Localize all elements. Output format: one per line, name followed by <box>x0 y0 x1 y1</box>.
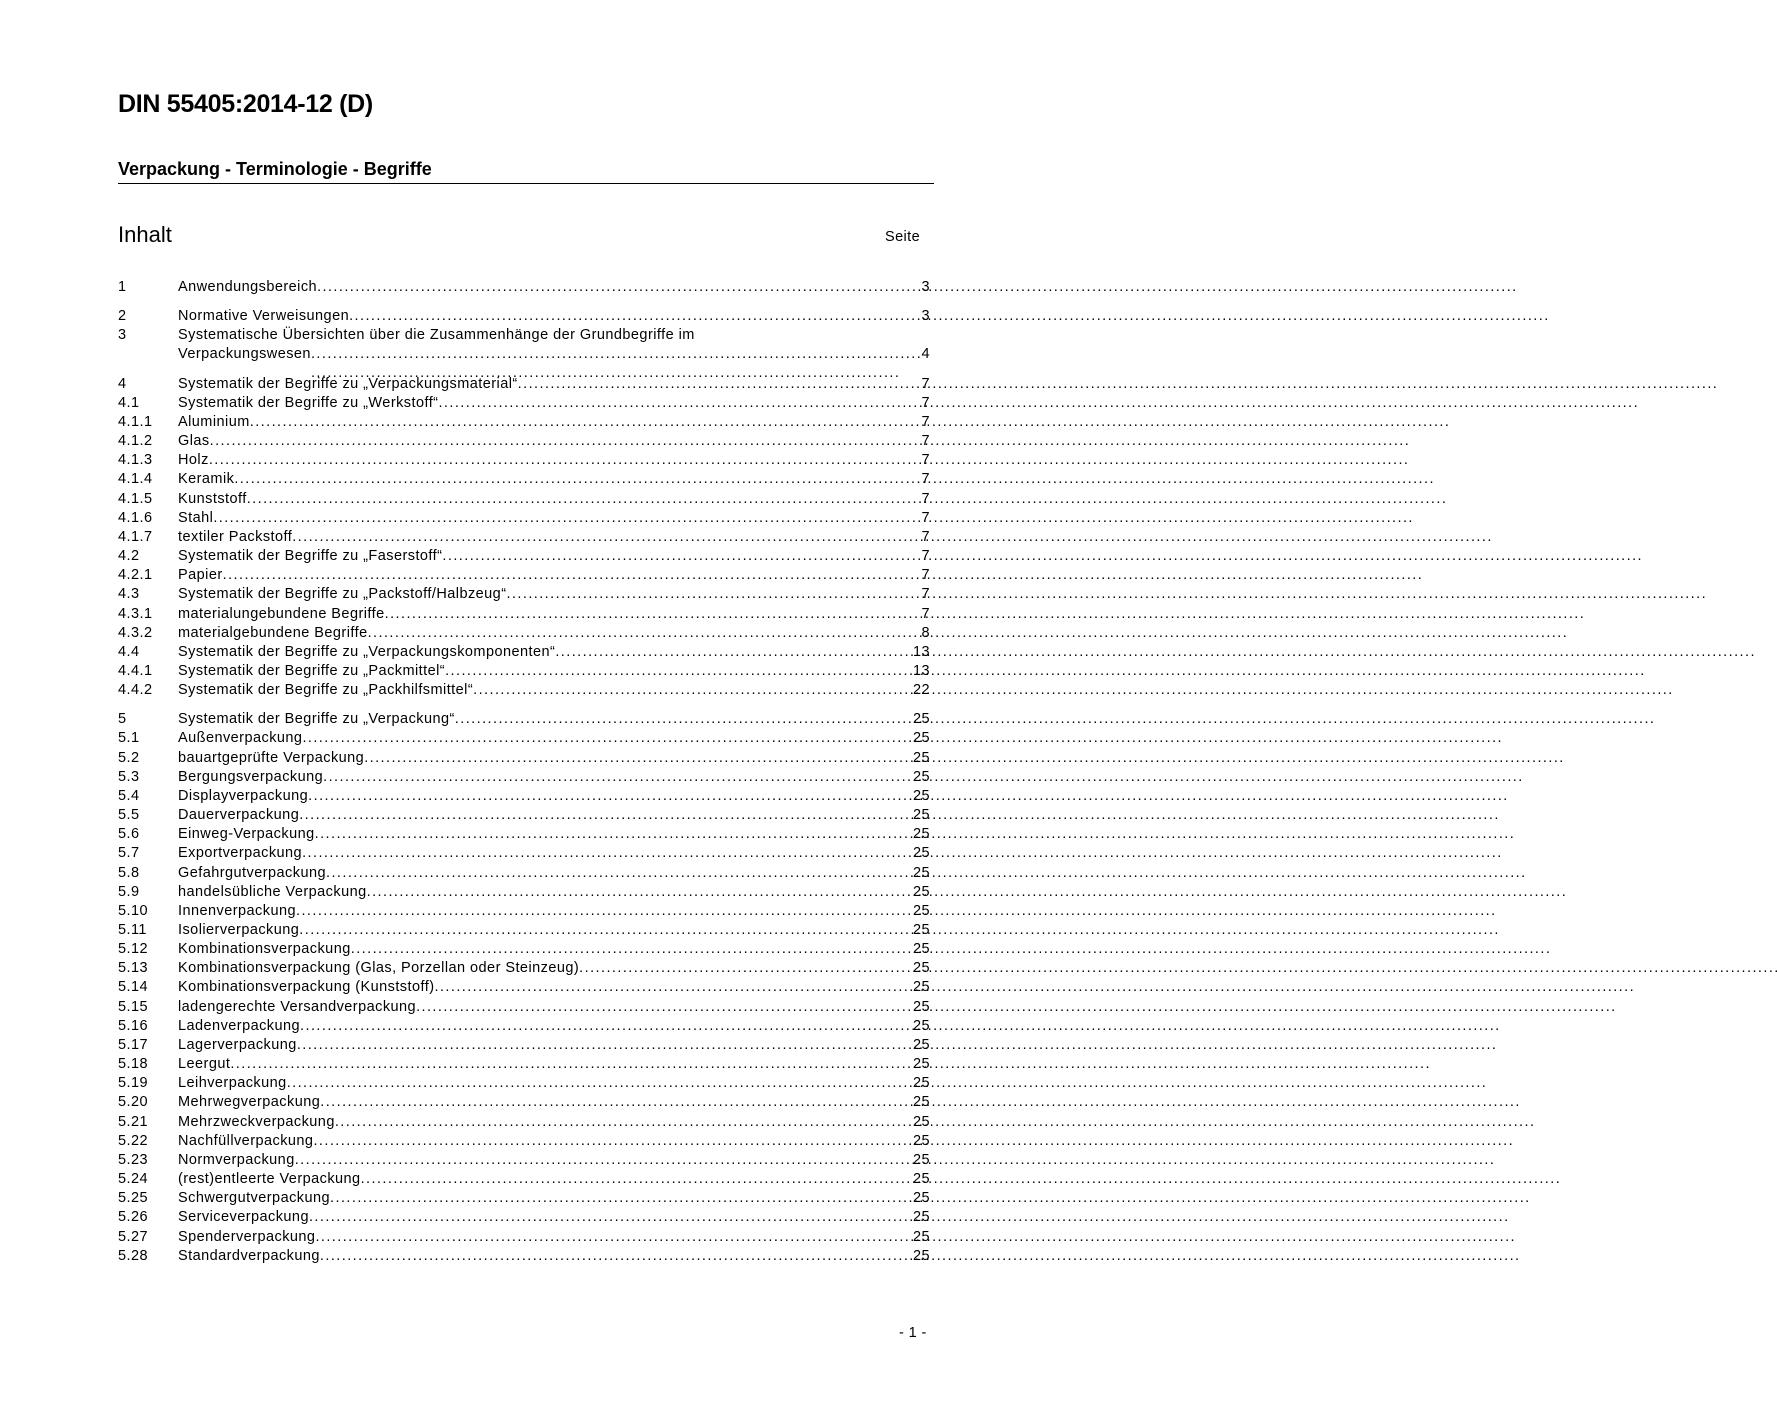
toc-dot-leader <box>302 729 913 748</box>
toc-entry-number: 5.2 <box>118 749 140 766</box>
toc-entry-title: Kombinationsverpackung <box>178 941 351 958</box>
toc-entry-title: Systematische Übersichten über die Zusammenhänge der Grundbegriffe im <box>178 327 695 344</box>
toc-entry[interactable] <box>118 1132 930 1151</box>
toc-entry-title: textiler Packstoff <box>178 528 293 545</box>
toc-entry[interactable] <box>118 998 930 1017</box>
toc-entry-title: Bergungsverpackung <box>178 768 324 785</box>
toc-entry-number: 5.13 <box>118 960 149 977</box>
toc-entry[interactable] <box>118 864 930 883</box>
toc-entry-title: Systematik der Begriffe zu „Packhilfsmittel“ <box>178 682 474 699</box>
toc-entry[interactable] <box>118 662 930 681</box>
toc-entry-number: 4.1.3 <box>118 452 153 469</box>
toc-dot-leader <box>315 825 913 844</box>
toc-entry-number: 4.1.5 <box>118 490 153 507</box>
toc-entry[interactable] <box>118 1074 930 1093</box>
toc-entry-number: 5.5 <box>118 807 140 824</box>
toc-entry[interactable] <box>118 605 930 624</box>
toc-entry-title: Systematik der Begriffe zu „Verpackung“ <box>178 711 455 728</box>
toc-entry-page: 25 <box>912 826 930 843</box>
toc-entry[interactable] <box>118 1247 930 1266</box>
toc-entry[interactable] <box>118 902 930 921</box>
toc-entry-title: materialgebundene Begriffe <box>178 624 368 641</box>
toc-entry-number: 5.7 <box>118 845 140 862</box>
toc-entry-page: 25 <box>912 1036 930 1053</box>
toc-entry[interactable] <box>118 806 930 825</box>
toc-dot-leader <box>473 681 913 700</box>
toc-entry-number: 4.1.4 <box>118 471 153 488</box>
toc-entry-title: Ladenverpackung <box>178 1017 301 1034</box>
toc-entry-number: 4.4 <box>118 643 140 660</box>
toc-entry[interactable] <box>118 921 930 940</box>
toc-entry-title: Keramik <box>178 471 235 488</box>
toc-entry[interactable] <box>118 1151 930 1170</box>
toc-entry-title: Nachfüllverpackung <box>178 1132 314 1149</box>
document-subtitle: Verpackung - Terminologie - Begriffe <box>118 159 432 179</box>
toc-entry-title: Leihverpackung <box>178 1075 287 1092</box>
toc-entry[interactable] <box>118 768 930 787</box>
toc-entry[interactable] <box>118 787 930 806</box>
toc-dot-leader <box>335 1113 913 1132</box>
toc-entry-number: 5 <box>118 711 127 728</box>
toc-entry-title: Schwergutverpackung <box>178 1190 331 1207</box>
toc-entry[interactable] <box>118 1189 930 1208</box>
toc-entry[interactable] <box>118 959 930 978</box>
toc-entry-page: 7 <box>921 471 930 488</box>
toc-entry-number: 5.28 <box>118 1247 149 1264</box>
toc-entry-title: Isolierverpackung <box>178 922 300 938</box>
toc-dot-leader <box>506 585 921 604</box>
toc-entry[interactable] <box>118 729 930 748</box>
toc-entry[interactable] <box>118 825 930 844</box>
toc-entry-title: Innenverpackung <box>178 902 296 919</box>
toc-entry-title: Systematik der Begriffe zu „Verpackungskomponenten“ <box>178 643 556 660</box>
toc-entry-page: 7 <box>921 567 930 584</box>
toc-dot-leader <box>416 998 913 1017</box>
toc-entry-page: 3 <box>921 279 930 295</box>
toc-dot-leader <box>317 278 921 297</box>
toc-entry-number: 4.1.2 <box>118 433 153 450</box>
toc-entry-number: 4.1.7 <box>118 528 153 545</box>
toc-entry-title: Normative Verweisungen <box>178 308 350 325</box>
toc-entry-page: 25 <box>912 1190 930 1207</box>
toc-entry[interactable] <box>118 940 930 959</box>
toc-entry-page: 8 <box>921 624 930 641</box>
toc-entry[interactable] <box>118 1093 930 1112</box>
toc-entry-page: 7 <box>921 413 930 430</box>
toc-entry-page: 13 <box>912 643 930 660</box>
toc-entry-title: Standardverpackung <box>178 1247 320 1264</box>
toc-entry-number: 4.1.1 <box>118 413 153 430</box>
toc-entry-page: 25 <box>912 768 930 785</box>
toc-dot-leader <box>320 1247 913 1266</box>
document-title: DIN 55405:2014-12 (D) <box>118 90 373 118</box>
toc-entry-title: Systematik der Begriffe zu „Packmittel“ <box>178 662 446 679</box>
toc-entry-number: 4.1 <box>118 394 140 411</box>
toc-dot-leader <box>299 921 913 940</box>
toc-entry-title: Normverpackung <box>178 1151 295 1168</box>
toc-entry-title-continued: Verpackungswesen <box>178 346 311 363</box>
toc-entry[interactable] <box>118 278 930 297</box>
toc-entry-page: 25 <box>912 1094 930 1111</box>
toc-dot-leader <box>292 528 921 547</box>
toc-dot-leader <box>300 1017 913 1036</box>
toc-dot-leader <box>210 432 922 451</box>
toc-entry-number: 5.18 <box>118 1056 149 1073</box>
toc-dot-leader <box>287 1074 913 1093</box>
toc-entry-number: 5.21 <box>118 1113 149 1130</box>
page-column-heading: Seite <box>885 229 921 245</box>
toc-entry-page: 25 <box>912 1113 930 1130</box>
toc-entry-title: ladengerechte Versandverpackung <box>178 998 417 1015</box>
toc-entry-page: 7 <box>921 528 930 545</box>
toc-entry-page: 7 <box>921 586 930 603</box>
toc-entry-page: 25 <box>912 1228 930 1245</box>
toc-entry-page: 25 <box>912 1075 930 1092</box>
toc-entry-title: handelsübliche Verpackung <box>178 883 367 900</box>
toc-entry-title: Systematik der Begriffe zu „Werkstoff“ <box>178 394 439 411</box>
toc-entry-number: 5.24 <box>118 1171 149 1188</box>
toc-entry-page: 25 <box>912 941 930 958</box>
toc-dot-leader <box>315 1228 913 1247</box>
toc-entry-number: 5.19 <box>118 1075 149 1092</box>
page-number-footer: - 1 - <box>899 1325 927 1341</box>
toc-entry-number: 5.25 <box>118 1190 149 1207</box>
toc-dot-leader <box>296 902 913 921</box>
toc-entry-number: 5.9 <box>118 883 140 900</box>
toc-entry[interactable] <box>118 1113 930 1132</box>
toc-dot-leader <box>367 883 913 902</box>
toc-dot-leader <box>364 749 913 768</box>
toc-entry-page: 25 <box>912 979 930 996</box>
toc-dot-leader <box>311 345 922 364</box>
toc-dot-leader <box>299 806 913 825</box>
toc-entry[interactable] <box>118 432 930 451</box>
toc-entry[interactable] <box>118 470 930 489</box>
toc-entry-number: 5.16 <box>118 1017 149 1034</box>
toc-entry-title: Mehrzweckverpackung <box>178 1113 335 1130</box>
toc-entry-number: 5.20 <box>118 1094 149 1111</box>
toc-entry-page: 25 <box>912 807 930 824</box>
toc-entry-number: 4.4.2 <box>118 682 153 699</box>
toc-entry-title: materialungebundene Begriffe <box>178 605 385 622</box>
toc-entry-title: Einweg-Verpackung <box>178 826 315 843</box>
toc-entry-title: Kombinationsverpackung (Kunststoff) <box>178 979 435 996</box>
toc-entry-title: Systematik der Begriffe zu „Faserstoff“ <box>178 548 443 565</box>
toc-dot-leader <box>309 1208 913 1227</box>
toc-entry-number: 5.26 <box>118 1209 149 1226</box>
toc-entry-number: 4.3 <box>118 586 140 603</box>
toc-entry[interactable] <box>118 451 930 470</box>
toc-entry-page: 25 <box>912 902 930 919</box>
toc-dot-leader <box>250 413 922 432</box>
toc-entry-number: 3 <box>118 327 127 344</box>
toc-entry-number: 5.12 <box>118 941 149 958</box>
toc-dot-leader <box>455 710 913 729</box>
toc-entry[interactable] <box>118 1228 930 1247</box>
toc-entry-title: Papier <box>178 567 223 584</box>
toc-entry-title: Kunststoff <box>178 490 247 507</box>
toc-entry-page: 25 <box>912 1247 930 1264</box>
toc-entry-page: 7 <box>921 394 930 411</box>
toc-dot-leader <box>555 643 913 662</box>
toc-entry-page: 25 <box>912 1017 930 1034</box>
toc-entry-number: 5.17 <box>118 1036 149 1053</box>
toc-entry-page: 7 <box>921 490 930 507</box>
toc-entry-number: 5.23 <box>118 1151 149 1168</box>
toc-entry-page: 3 <box>921 308 930 325</box>
toc-dot-leader <box>438 394 921 413</box>
toc-entry-number: 4.4.1 <box>118 662 153 679</box>
toc-entry-page: 25 <box>912 922 930 938</box>
toc-entry-page: 25 <box>912 845 930 862</box>
toc-entry[interactable] <box>118 681 930 700</box>
toc-entry[interactable] <box>118 643 930 662</box>
toc-entry-title: Leergut <box>178 1056 231 1073</box>
title-divider <box>118 183 934 184</box>
toc-entry-number: 5.4 <box>118 787 140 804</box>
toc-entry-number: 5.3 <box>118 768 140 785</box>
toc-entry-page: 25 <box>912 1209 930 1226</box>
toc-entry[interactable] <box>118 1170 930 1189</box>
toc-dot-leader <box>326 864 913 883</box>
toc-entry-page: 7 <box>921 433 930 450</box>
toc-entry-page: 7 <box>921 605 930 622</box>
toc-entry-page: 7 <box>921 548 930 565</box>
toc-dot-leader <box>330 1189 913 1208</box>
toc-dot-leader <box>302 844 913 863</box>
toc-entry-page: 25 <box>912 1056 930 1073</box>
toc-entry-number: 4 <box>118 375 127 392</box>
toc-entry-page: 25 <box>912 711 930 728</box>
toc-entry-title: bauartgeprüfte Verpackung <box>178 749 365 766</box>
toc-entry-title: Anwendungsbereich <box>178 279 318 295</box>
toc-entry-title: Serviceverpackung <box>178 1209 309 1226</box>
toc-entry[interactable] <box>118 375 930 394</box>
toc-entry-line <box>118 326 930 345</box>
toc-entry[interactable] <box>118 844 930 863</box>
toc-entry-page: 25 <box>912 749 930 766</box>
toc-entry[interactable] <box>118 394 930 413</box>
toc-entry[interactable] <box>118 978 930 997</box>
toc-entry[interactable] <box>118 566 930 585</box>
toc-dot-leader <box>297 1036 913 1055</box>
toc-entry[interactable] <box>118 326 930 364</box>
toc-dot-leader <box>209 451 922 470</box>
toc-entry[interactable] <box>118 749 930 768</box>
toc-dot-leader <box>234 470 921 489</box>
toc-entry-number: 4.2 <box>118 548 140 565</box>
toc-entry-title: Lagerverpackung <box>178 1036 297 1053</box>
toc-entry-number: 1 <box>118 279 127 295</box>
toc-entry-page: 13 <box>912 662 930 679</box>
toc-entry-title: Außenverpackung <box>178 730 303 747</box>
toc-entry-page: 25 <box>912 998 930 1015</box>
toc-entry[interactable] <box>118 1036 930 1055</box>
toc-entry-title: Stahl <box>178 509 214 526</box>
toc-entry-page: 25 <box>912 1151 930 1168</box>
toc-entry[interactable] <box>118 883 930 902</box>
toc-entry-title: Spenderverpackung <box>178 1228 316 1245</box>
toc-entry[interactable] <box>118 509 930 528</box>
toc-entry-page: 25 <box>912 730 930 747</box>
toc-entry[interactable] <box>118 490 930 509</box>
toc-entry-title: Systematik der Begriffe zu „Packstoff/Halbzeug“ <box>178 586 507 603</box>
toc-dot-leader <box>351 940 913 959</box>
toc-entry[interactable] <box>118 710 930 729</box>
toc-entry-number: 5.14 <box>118 979 149 996</box>
toc-entry-number: 4.3.2 <box>118 624 153 641</box>
toc-entry-number: 5.6 <box>118 826 140 843</box>
toc-entry[interactable] <box>118 1208 930 1227</box>
toc-dot-leader <box>361 1170 913 1189</box>
toc-entry-title: Mehrwegverpackung <box>178 1094 321 1111</box>
toc-entry[interactable] <box>118 528 930 547</box>
toc-entry-title: Gefahrgutverpackung <box>178 864 326 881</box>
toc-entry-number: 4.3.1 <box>118 605 153 622</box>
toc-dot-leader <box>518 375 922 394</box>
toc-entry[interactable] <box>118 624 930 643</box>
toc-entry-page: 25 <box>912 1132 930 1149</box>
toc-entry-title: Aluminium <box>178 413 250 430</box>
toc-entry-number: 5.8 <box>118 864 140 881</box>
toc-dot-leader <box>385 605 922 624</box>
toc-dot-leader <box>323 768 913 787</box>
toc-dot-leader <box>349 307 921 326</box>
toc-dot-leader <box>368 624 922 643</box>
toc-entry-number: 5.11 <box>118 922 147 938</box>
toc-entry[interactable] <box>118 1017 930 1036</box>
toc-entry-number: 5.15 <box>118 998 149 1015</box>
toc-entry-number: 5.10 <box>118 902 149 919</box>
toc-entry-number: 4.1.6 <box>118 509 153 526</box>
toc-entry-number: 5.22 <box>118 1132 149 1149</box>
toc-entry-title: Systematik der Begriffe zu „Verpackungsmaterial“ <box>178 375 518 392</box>
toc-entry-title: Exportverpackung <box>178 845 303 862</box>
toc-entry-page: 7 <box>921 452 930 469</box>
toc-entry-number: 4.2.1 <box>118 567 153 584</box>
toc-dot-leader <box>308 787 913 806</box>
toc-entry-page: 7 <box>921 509 930 526</box>
toc-dot-leader <box>579 959 913 978</box>
toc-dot-leader <box>434 978 912 997</box>
toc-entry-page: 25 <box>912 1171 930 1188</box>
toc-dot-leader <box>442 547 921 566</box>
toc-entry-page: 22 <box>912 682 930 699</box>
toc-dot-leader <box>213 509 921 528</box>
toc-entry-line <box>118 345 930 364</box>
toc-entry-title: (rest)entleerte Verpackung <box>178 1171 361 1188</box>
table-of-contents <box>118 278 930 1266</box>
toc-entry[interactable] <box>118 547 930 566</box>
toc-entry-number: 5.27 <box>118 1228 149 1245</box>
toc-entry-page: 25 <box>912 787 930 804</box>
toc-entry[interactable] <box>118 413 930 432</box>
toc-entry-page: 25 <box>912 883 930 900</box>
toc-entry-title: Displayverpackung <box>178 787 309 804</box>
toc-entry-number: 5.1 <box>118 730 140 747</box>
toc-entry-page: 7 <box>921 375 930 392</box>
toc-dot-leader <box>247 490 922 509</box>
toc-entry-title: Kombinationsverpackung (Glas, Porzellan oder Steinzeug) <box>178 960 580 977</box>
toc-entry-page: 4 <box>921 346 930 363</box>
toc-dot-leader <box>313 1132 913 1151</box>
toc-entry-title: Holz <box>178 452 209 469</box>
toc-dot-leader <box>223 566 922 585</box>
toc-entry-title: Dauerverpackung <box>178 807 300 824</box>
toc-dot-leader <box>445 662 913 681</box>
toc-dot-leader <box>320 1093 913 1112</box>
toc-entry-number: 2 <box>118 308 127 325</box>
toc-entry[interactable] <box>118 307 930 326</box>
toc-entry-title: Glas <box>178 433 210 450</box>
toc-dot-leader <box>230 1055 913 1074</box>
toc-entry-page: 25 <box>912 960 930 977</box>
contents-heading: Inhalt <box>118 222 172 247</box>
toc-entry[interactable] <box>118 585 930 604</box>
toc-dot-leader <box>295 1151 913 1170</box>
toc-entry[interactable] <box>118 1055 930 1074</box>
toc-entry-page: 25 <box>912 864 930 881</box>
